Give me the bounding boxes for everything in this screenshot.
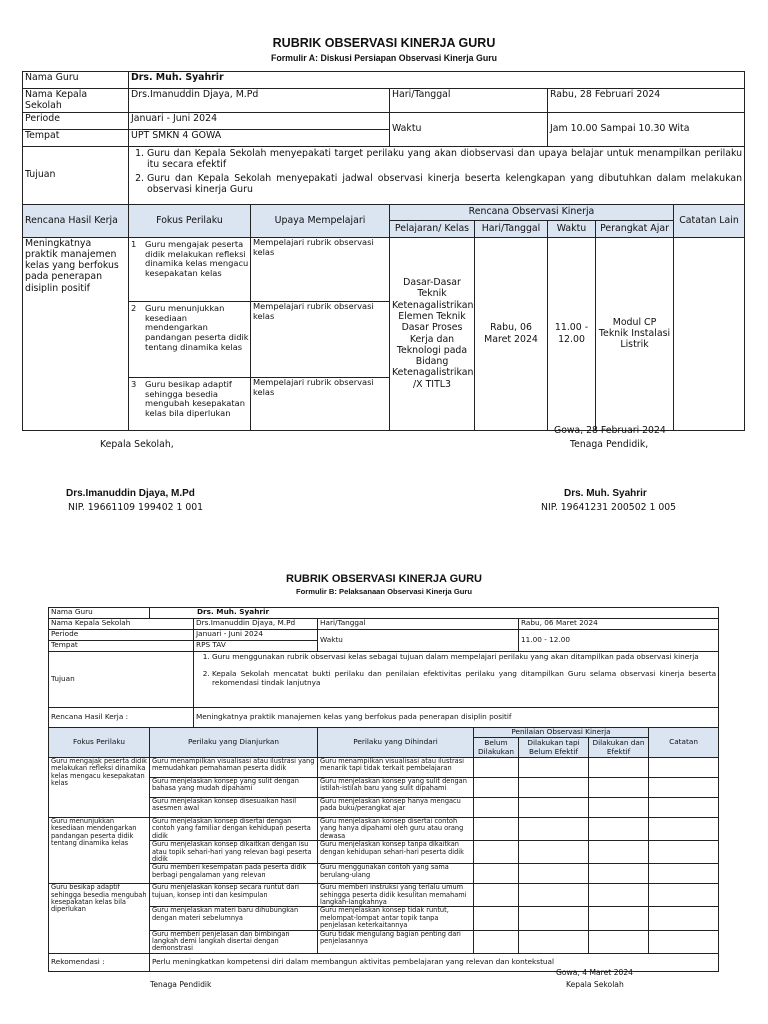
upaya-item: Mempelajari rubrik observasi kelas xyxy=(251,301,390,377)
b-check-tapi[interactable] xyxy=(519,930,589,953)
b-check-efektif[interactable] xyxy=(589,907,649,930)
b-anjur: Guru menjelaskan konsep yang sulit dengan bahasa yang mudah dipahami xyxy=(150,778,318,798)
b-rencana-hasil-kerja: Meningkatnya praktik manajemen kelas yang berfokus pada penerapan disiplin positif xyxy=(194,708,719,728)
b-value-nama-kepsek: Drs.Imanuddin Djaya, M.Pd xyxy=(194,619,318,630)
label-tujuan: Tujuan xyxy=(23,146,129,204)
b-check-tapi[interactable] xyxy=(519,818,589,841)
tujuan-list xyxy=(131,148,742,196)
b-hindar: Guru menjelaskan konsep tanpa dikaitkan dengan kehidupan sehari-hari peserta didik xyxy=(318,841,474,864)
b-tujuan-list xyxy=(196,653,716,687)
tujuan-item: 1. Guru dan Kepala Sekolah menyepakati target perilaku yang akan diobservasi dan upaya belajar untuk menampilkan perilaku itu secara efektif xyxy=(147,148,742,171)
b-hindar: Guru menjelaskan konsep tidak runtut, melompat-lompat antar topik tanpa penjelasan keterkaitannya xyxy=(318,907,474,930)
b-label-rekomendasi: Rekomendasi : xyxy=(49,953,150,971)
label-tempat: Tempat xyxy=(23,129,129,146)
value-nama-guru: Drs. Muh. Syahrir xyxy=(129,72,745,89)
b-label-waktu: Waktu xyxy=(318,630,519,652)
header-pelajaran: Pelajaran/ Kelas xyxy=(390,220,475,237)
label-hari-tanggal: Hari/Tanggal xyxy=(390,89,548,113)
b-check-efektif[interactable] xyxy=(589,884,649,907)
b-header-fokus: Fokus Perilaku xyxy=(49,728,150,758)
b-fokus: Guru menunjukkan kesediaan mendengarkan pandangan peserta didik tentang dinamika kelas xyxy=(49,818,150,884)
form-b-subtitle: Formulir B: Pelaksanaan Observasi Kinerja Guru xyxy=(296,587,472,596)
obs-perangkat: Modul CP Teknik Instalasi Listrik xyxy=(596,237,674,430)
b-value-hari-tanggal: Rabu, 06 Maret 2024 xyxy=(519,619,719,630)
header-fokus: Fokus Perilaku xyxy=(129,204,251,237)
form-a-title: RUBRIK OBSERVASI KINERJA GURU xyxy=(272,36,496,50)
fokus-num: 1 xyxy=(131,238,137,249)
fokus-text: Guru mengajak peserta didik melakukan refleksi dinamika kelas mengacu kesepakatan kelas xyxy=(145,238,249,279)
b-header-belum: Belum Dilakukan xyxy=(474,738,519,758)
b-sig-right-role: Kepala Sekolah xyxy=(566,980,624,989)
b-check-efektif[interactable] xyxy=(589,818,649,841)
sig-left-role: Kepala Sekolah, xyxy=(100,439,174,450)
b-check-tapi[interactable] xyxy=(519,864,589,884)
b-value-nama-guru: Drs. Muh. Syahrir xyxy=(150,608,719,619)
b-header-dianjurkan: Perilaku yang Dianjurkan xyxy=(150,728,318,758)
header-upaya: Upaya Mempelajari xyxy=(251,204,390,237)
b-check-belum[interactable] xyxy=(474,864,519,884)
b-catatan[interactable] xyxy=(649,884,719,907)
b-header-tapi: Dilakukan tapi Belum Efektif xyxy=(519,738,589,758)
form-a-subtitle: Formulir A: Diskusi Persiapan Observasi Kinerja Guru xyxy=(270,53,498,63)
b-hindar: Guru menjelaskan konsep yang sulit dengan istilah-istilah baru yang sulit dipahami xyxy=(318,778,474,798)
b-check-tapi[interactable] xyxy=(519,778,589,798)
b-anjur: Guru menjelaskan materi baru dihubungkan dengan materi sebelumnya xyxy=(150,907,318,930)
b-check-tapi[interactable] xyxy=(519,841,589,864)
header-waktu: Waktu xyxy=(548,220,596,237)
b-sig-left-role: Tenaga Pendidik xyxy=(150,980,212,989)
b-value-periode: Januari - Juni 2024 xyxy=(194,630,318,641)
label-waktu: Waktu xyxy=(390,112,548,146)
b-header-efektif: Dilakukan dan Efektif xyxy=(589,738,649,758)
b-fokus: Guru mengajak peserta didik melakukan refleksi dinamika kelas mengacu kesepakatan kelas xyxy=(49,758,150,818)
form-a-table xyxy=(22,71,745,431)
b-anjur: Guru menjelaskan konsep disesuaikan hasil asesmen awal xyxy=(150,798,318,818)
upaya-item: Mempelajari rubrik observasi kelas xyxy=(251,377,390,430)
value-waktu: Jam 10.00 Sampai 10.30 Wita xyxy=(548,112,745,146)
form-b-title: RUBRIK OBSERVASI KINERJA GURU xyxy=(286,573,482,585)
b-fokus: Guru besikap adaptif sehingga besedia mengubah kesepakatan kelas bila diperlukan xyxy=(49,884,150,953)
tujuan-list-cell xyxy=(129,146,745,204)
header-catatan: Catatan Lain xyxy=(674,204,745,237)
b-catatan[interactable] xyxy=(649,841,719,864)
b-hindar: Guru memberi instruksi yang terlalu umum sehingga peserta didik kesulitan memahami langkah-langkahnya xyxy=(318,884,474,907)
b-catatan[interactable] xyxy=(649,864,719,884)
b-hindar: Guru menggunakan contoh yang sama berulang-ulang xyxy=(318,864,474,884)
b-anjur: Guru memberi kesempatan pada peserta didik berbagi pengalaman yang relevan xyxy=(150,864,318,884)
b-catatan[interactable] xyxy=(649,907,719,930)
b-check-belum[interactable] xyxy=(474,758,519,778)
b-hindar: Guru tidak mengulang bagian penting dari penjelasannya xyxy=(318,930,474,953)
b-check-tapi[interactable] xyxy=(519,884,589,907)
b-anjur: Guru menampilkan visualisasi atau ilustrasi yang memudahkan pemahaman peserta didik xyxy=(150,758,318,778)
value-hari-tanggal: Rabu, 28 Februari 2024 xyxy=(548,89,745,113)
b-catatan[interactable] xyxy=(649,778,719,798)
b-check-belum[interactable] xyxy=(474,841,519,864)
b-check-efektif[interactable] xyxy=(589,930,649,953)
fokus-text: Guru menunjukkan kesediaan mendengarkan pandangan peserta didik tentang dinamika kelas xyxy=(145,302,249,353)
sig-right-name: Drs. Muh. Syahrir xyxy=(564,488,647,499)
b-label-nama-kepsek: Nama Kepala Sekolah xyxy=(49,619,194,630)
fokus-num: 2 xyxy=(131,302,137,313)
form-b-table xyxy=(48,607,719,972)
value-nama-kepsek: Drs.Imanuddin Djaya, M.Pd xyxy=(129,89,390,113)
fokus-item-2 xyxy=(129,301,251,377)
sig-place-date: Gowa, 28 Februari 2024 xyxy=(554,425,666,436)
b-check-efektif[interactable] xyxy=(589,778,649,798)
b-anjur: Guru memberi penjelasan dan bimbingan langkah demi langkah disertai dengan demonstrasi xyxy=(150,930,318,953)
header-rencana-obs: Rencana Observasi Kinerja xyxy=(390,204,674,220)
b-anjur: Guru menjelaskan konsep dikaitkan dengan isu atau topik sehari-hari yang relevan bagi peserta didik xyxy=(150,841,318,864)
label-nama-kepsek: Nama Kepala Sekolah xyxy=(23,89,129,113)
tujuan-item: 2. Guru dan Kepala Sekolah menyepakati jadwal observasi kinerja beserta kelengkapan yang dibutuhkan dalam melakukan observasi kinerja Guru xyxy=(147,173,742,196)
rencana-hasil-kerja: Meningkatnya praktik manajemen kelas yang berfokus pada penerapan disiplin positif xyxy=(23,237,129,430)
b-rekomendasi: Perlu meningkatkan kompetensi diri dalam membangun aktivitas pembelajaran yang relevan dan kontekstual xyxy=(150,953,719,971)
obs-hari: Rabu, 06 Maret 2024 xyxy=(475,237,548,430)
fokus-text: Guru besikap adaptif sehingga besedia mengubah kesepakatan kelas bila diperlukan xyxy=(145,378,245,419)
b-check-belum[interactable] xyxy=(474,818,519,841)
b-catatan[interactable] xyxy=(649,930,719,953)
b-label-rencana-hasil: Rencana Hasil Kerja : xyxy=(49,708,194,728)
obs-waktu: 11.00 - 12.00 xyxy=(548,237,596,430)
b-label-periode: Periode xyxy=(49,630,194,641)
b-label-hari-tanggal: Hari/Tanggal xyxy=(318,619,519,630)
b-check-belum[interactable] xyxy=(474,884,519,907)
b-tujuan-cell xyxy=(194,652,719,708)
value-tempat: UPT SMKN 4 GOWA xyxy=(129,129,390,146)
b-check-efektif[interactable] xyxy=(589,798,649,818)
b-check-efektif[interactable] xyxy=(589,864,649,884)
sig-left-nip: NIP. 19661109 199402 1 001 xyxy=(68,502,204,513)
sig-right-role: Tenaga Pendidik, xyxy=(570,439,649,450)
sig-left-name: Drs.Imanuddin Djaya, M.Pd xyxy=(66,488,195,499)
b-header-catatan: Catatan xyxy=(649,728,719,758)
b-check-belum[interactable] xyxy=(474,778,519,798)
b-label-nama-guru: Nama Guru xyxy=(49,608,150,619)
label-nama-guru: Nama Guru xyxy=(23,72,129,89)
b-check-efektif[interactable] xyxy=(589,758,649,778)
b-value-waktu: 11.00 - 12.00 xyxy=(519,630,719,652)
b-sig-place-date: Gowa, 4 Maret 2024 xyxy=(556,968,634,977)
b-tujuan-item: 2. Kepala Sekolah mencatat bukti perilaku dan penilaian efektivitas perilaku yang ditampilkan Guru selama observasi kinerja beserta rekomendasi tindak lanjutnya xyxy=(212,670,716,688)
b-check-belum[interactable] xyxy=(474,798,519,818)
b-hindar: Guru menjelaskan konsep hanya mengacu pada buku/perangkat ajar xyxy=(318,798,474,818)
b-label-tujuan: Tujuan xyxy=(49,652,194,708)
b-catatan[interactable] xyxy=(649,758,719,778)
b-catatan[interactable] xyxy=(649,818,719,841)
b-hindar: Guru menjelaskan konsep disertai contoh yang hanya dipahami oleh guru atau orang dewasa xyxy=(318,818,474,841)
obs-catatan xyxy=(674,237,745,430)
b-label-tempat: Tempat xyxy=(49,641,194,652)
sig-right-nip: NIP. 19641231 200502 1 005 xyxy=(541,502,677,513)
header-perangkat: Perangkat Ajar xyxy=(596,220,674,237)
b-hindar: Guru menampilkan visualisasi atau ilustrasi menarik tapi tidak terkait pembelajaran xyxy=(318,758,474,778)
b-catatan[interactable] xyxy=(649,798,719,818)
b-check-belum[interactable] xyxy=(474,907,519,930)
label-periode: Periode xyxy=(23,112,129,129)
b-anjur: Guru menjelaskan konsep disertai dengan contoh yang familiar dengan kehidupan peserta didik xyxy=(150,818,318,841)
b-tujuan-item: 1. Guru menggunakan rubrik observasi kelas sebagai tujuan dalam mempelajari perilaku yang akan ditampilkan pada observasi kinerja xyxy=(212,653,716,662)
b-check-tapi[interactable] xyxy=(519,758,589,778)
value-periode: Januari - Juni 2024 xyxy=(129,112,390,129)
b-check-efektif[interactable] xyxy=(589,841,649,864)
upaya-item: Mempelajari rubrik observasi kelas xyxy=(251,237,390,301)
header-hari: Hari/Tanggal xyxy=(475,220,548,237)
fokus-item-1 xyxy=(129,237,251,301)
b-header-dihindari: Perilaku yang Dihindari xyxy=(318,728,474,758)
obs-pelajaran: Dasar-Dasar Teknik Ketenagalistrikan Elemen Teknik Dasar Proses Kerja dan Teknologi pada Bidang Ketenagalistrikan /X TITL3 xyxy=(390,237,475,430)
b-header-penilaian: Penilaian Observasi Kinerja xyxy=(474,728,649,738)
fokus-item-3 xyxy=(129,377,251,430)
fokus-num: 3 xyxy=(131,378,137,389)
b-check-tapi[interactable] xyxy=(519,907,589,930)
b-check-belum[interactable] xyxy=(474,930,519,953)
b-value-tempat: RPS TAV xyxy=(194,641,318,652)
label-rencana-hasil: Rencana Hasil Kerja xyxy=(23,204,129,237)
b-check-tapi[interactable] xyxy=(519,798,589,818)
b-anjur: Guru menjelaskan konsep secara runtut dari tujuan, konsep inti dan kesimpulan xyxy=(150,884,318,907)
